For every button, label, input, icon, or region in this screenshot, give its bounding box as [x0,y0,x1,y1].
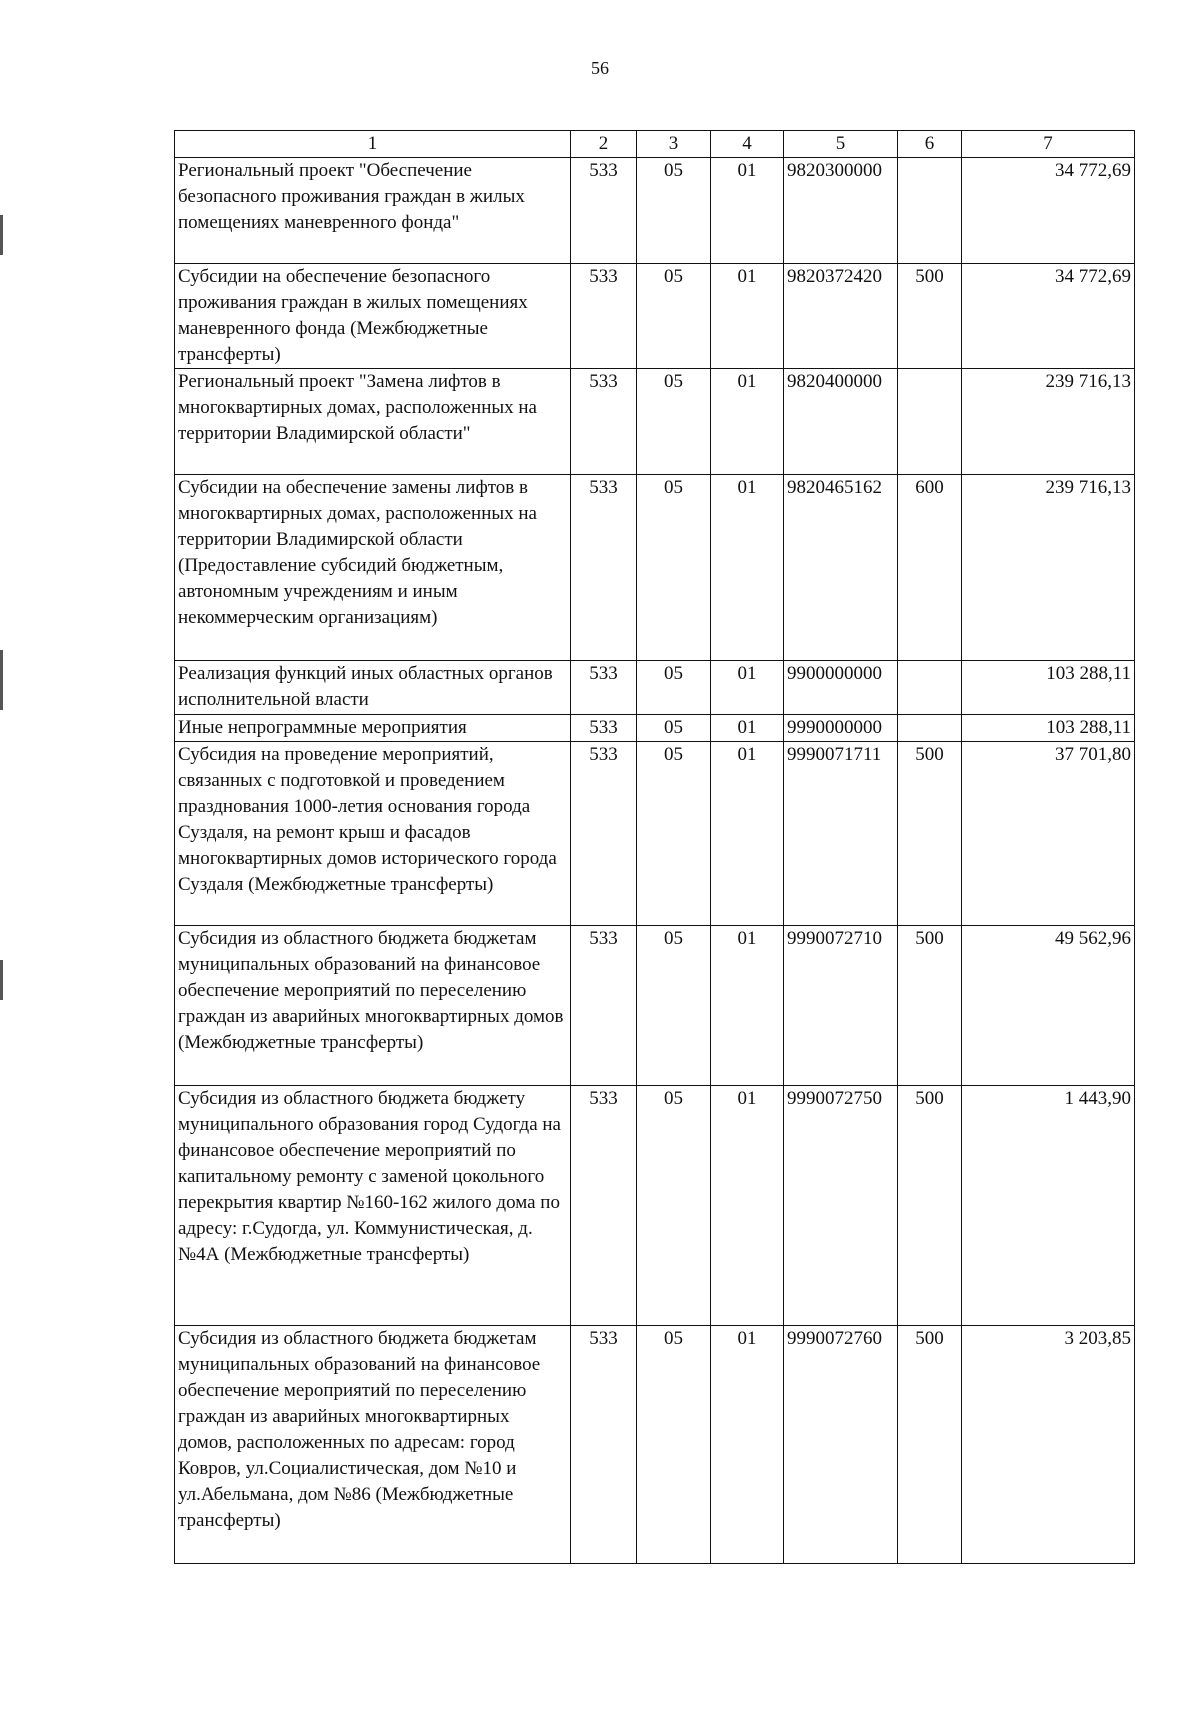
item-target-code: 9820300000 [784,158,898,264]
item-expense-type: 500 [898,264,962,369]
item-subsection: 01 [711,264,784,369]
table-row [175,715,1135,742]
item-name: Субсидия из областного бюджета бюджетам муниципальных образований на финансовое обеспечение мероприятий по переселению граждан из аварийных многоквартирных домов (Межбюджетные трансферты) [175,926,571,1086]
item-expense-type: 500 [898,1326,962,1564]
item-expense-type: 500 [898,926,962,1086]
item-target-code: 9990000000 [784,715,898,742]
item-expense-type: 500 [898,742,962,926]
item-name: Субсидии на обеспечение замены лифтов в многоквартирных домах, расположенных на территории Владимирской области (Предоставление субсидий бюджетным, автономным учреждениям и иным некоммерческим организациям) [175,475,571,661]
item-name: Региональный проект "Замена лифтов в многоквартирных домах, расположенных на территории Владимирской области" [175,369,571,475]
item-name: Субсидия из областного бюджета бюджету муниципального образования город Судогда на финансовое обеспечение мероприятий по капитальному ремонту с заменой цокольного перекрытия квартир №160-162 жилого дома по адресу: г.Судогда, ул. Коммунистическая, д.№4А (Межбюджетные трансферты) [175,1086,571,1326]
table-row [175,158,1135,264]
column-header: 2 [571,131,637,158]
item-expense-type [898,369,962,475]
item-subsection: 01 [711,1326,784,1564]
table-row [175,742,1135,926]
item-ministry-code: 533 [571,264,637,369]
item-target-code: 9990072750 [784,1086,898,1326]
item-name: Региональный проект "Обеспечение безопасного проживания граждан в жилых помещениях маневренного фонда" [175,158,571,264]
item-section: 05 [637,369,711,475]
item-name: Реализация функций иных областных органов исполнительной власти [175,661,571,715]
item-section: 05 [637,926,711,1086]
item-section: 05 [637,264,711,369]
item-section: 05 [637,1326,711,1564]
item-amount: 103 288,11 [962,715,1135,742]
item-amount: 1 443,90 [962,1086,1135,1326]
item-section: 05 [637,475,711,661]
item-section: 05 [637,1086,711,1326]
item-expense-type [898,715,962,742]
item-target-code: 9820400000 [784,369,898,475]
item-subsection: 01 [711,926,784,1086]
item-section: 05 [637,715,711,742]
column-header: 3 [637,131,711,158]
item-subsection: 01 [711,1086,784,1326]
item-amount: 34 772,69 [962,264,1135,369]
item-ministry-code: 533 [571,1086,637,1326]
item-name: Субсидия на проведение мероприятий, связанных с подготовкой и проведением празднования 1000-летия основания города Суздаля, на ремонт крыш и фасадов многоквартирных домов исторического города Суздаля (Межбюджетные трансферты) [175,742,571,926]
item-ministry-code: 533 [571,661,637,715]
table-row [175,926,1135,1086]
item-amount: 239 716,13 [962,475,1135,661]
item-amount: 3 203,85 [962,1326,1135,1564]
scan-edge-mark [0,650,3,710]
item-subsection: 01 [711,158,784,264]
item-subsection: 01 [711,475,784,661]
item-subsection: 01 [711,661,784,715]
item-amount: 103 288,11 [962,661,1135,715]
header-row [175,131,1135,158]
item-amount: 239 716,13 [962,369,1135,475]
item-ministry-code: 533 [571,369,637,475]
item-target-code: 9990072760 [784,1326,898,1564]
column-header: 6 [898,131,962,158]
item-target-code: 9820372420 [784,264,898,369]
item-expense-type: 600 [898,475,962,661]
item-ministry-code: 533 [571,1326,637,1564]
item-ministry-code: 533 [571,475,637,661]
item-ministry-code: 533 [571,158,637,264]
item-section: 05 [637,742,711,926]
table-row [175,1326,1135,1564]
item-subsection: 01 [711,715,784,742]
item-amount: 34 772,69 [962,158,1135,264]
item-expense-type: 500 [898,1086,962,1326]
item-amount: 49 562,96 [962,926,1135,1086]
item-target-code: 9900000000 [784,661,898,715]
item-subsection: 01 [711,369,784,475]
column-header: 5 [784,131,898,158]
table-row [175,661,1135,715]
scan-edge-mark [0,215,3,255]
item-section: 05 [637,661,711,715]
page-number: 56 [591,58,609,78]
item-name: Субсидия из областного бюджета бюджетам муниципальных образований на финансовое обеспечение мероприятий по переселению граждан из аварийных многоквартирных домов, расположенных по адресам: город Ковров, ул.Социалистическая, дом №10 и ул.Абельмана, дом №86 (Межбюджетные трансферты) [175,1326,571,1564]
item-ministry-code: 533 [571,715,637,742]
item-expense-type [898,661,962,715]
table-row [175,264,1135,369]
scan-edge-mark [0,960,3,1000]
item-expense-type [898,158,962,264]
item-target-code: 9820465162 [784,475,898,661]
column-header: 1 [175,131,571,158]
item-target-code: 9990072710 [784,926,898,1086]
column-header: 4 [711,131,784,158]
budget-table [174,130,1135,1564]
table-row [175,1086,1135,1326]
item-amount: 37 701,80 [962,742,1135,926]
table-row [175,475,1135,661]
item-section: 05 [637,158,711,264]
item-ministry-code: 533 [571,926,637,1086]
table-row [175,369,1135,475]
item-target-code: 9990071711 [784,742,898,926]
item-name: Иные непрограммные мероприятия [175,715,571,742]
column-header: 7 [962,131,1135,158]
item-ministry-code: 533 [571,742,637,926]
item-subsection: 01 [711,742,784,926]
item-name: Субсидии на обеспечение безопасного проживания граждан в жилых помещениях маневренного фонда (Межбюджетные трансферты) [175,264,571,369]
